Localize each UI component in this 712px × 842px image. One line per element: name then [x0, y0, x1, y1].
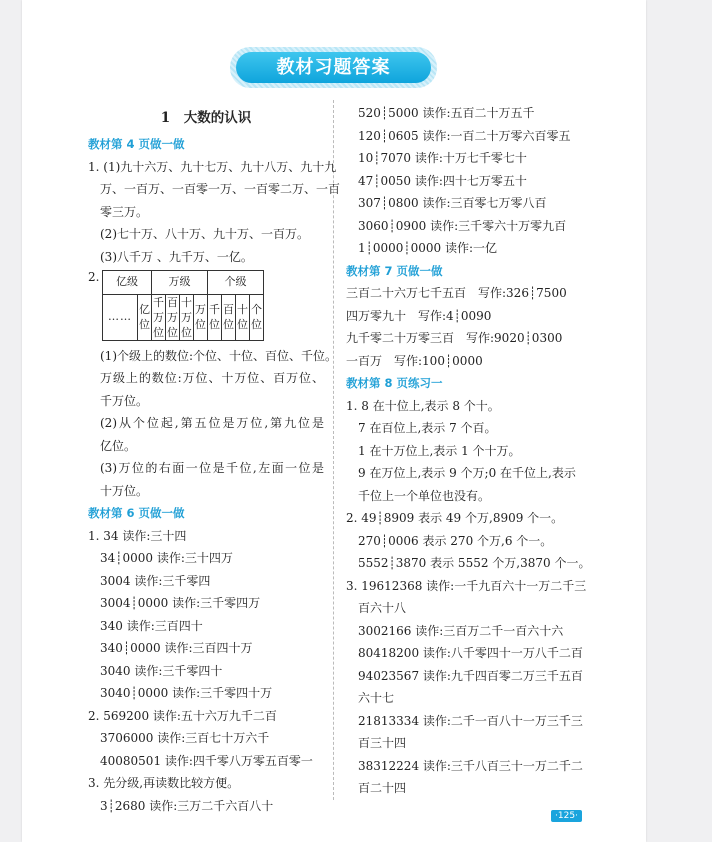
answer-line: 3060┊0900 读作:三千零六十万零九百: [358, 218, 567, 233]
answer-line: 40080501 读作:四千零八万零五百零一: [100, 753, 313, 768]
answer-line: 9 在万位上,表示 9 个万;0 在千位上,表示: [358, 466, 576, 480]
right-lines: [346, 102, 592, 800]
answer-line: 九千零二十万零三百 写作:9020┊0300: [346, 331, 563, 345]
answer-line: 307┊0800 读作:三百零七万零八百: [358, 196, 547, 210]
answer-line: 零三万。: [100, 204, 149, 219]
page-number: ·125·: [551, 810, 582, 822]
place-cell: 个位: [250, 294, 264, 340]
answer-line: 1. 34 读作:三十四: [88, 528, 187, 543]
place-cell: 万位: [194, 294, 208, 340]
group-header: 亿级: [103, 271, 152, 295]
answer-line: (3)八千万 、九千万、一亿。: [100, 249, 253, 264]
place-cell: 亿位: [138, 294, 152, 340]
place-value-table: [102, 270, 264, 341]
answer-line: 百三十四: [358, 736, 407, 750]
answer-line: (3)万位的右面一位是千位,左面一位是: [100, 461, 324, 475]
answer-line: 六十七: [358, 691, 395, 705]
answer-line: 3002166 读作:三百万二千一百六十六: [358, 623, 564, 638]
answer-line: 270┊0006 表示 270 个万,6 个一。: [358, 533, 553, 548]
exercise-number: 2.: [88, 270, 100, 284]
answer-line: 3┊2680 读作:三万二千六百八十: [100, 798, 274, 813]
section-heading: 教材第 4 页做一做: [88, 137, 185, 151]
answer-banner: [230, 47, 437, 88]
answer-line: 34┊0000 读作:三十四万: [100, 551, 233, 565]
column-divider: [333, 100, 334, 800]
right-column: [346, 102, 592, 800]
group-header: 万级: [152, 271, 208, 295]
section-heading: 教材第 7 页做一做: [346, 263, 443, 278]
answer-line: 1. (1)九十六万、九十七万、九十八万、九十九: [88, 159, 337, 174]
answer-line: 3. 19612368 读作:一千九百六十一万二千三: [346, 578, 587, 593]
group-header: 个级: [208, 271, 264, 295]
section-heading: 教材第 8 页练习一: [346, 376, 443, 390]
answer-line: 百六十八: [358, 601, 407, 615]
answer-line: 2. 569200 读作:五十六万九千二百: [88, 708, 277, 723]
answer-line: 3706000 读作:三百七十万六千: [100, 731, 270, 745]
answer-line: 1┊0000┊0000 读作:一亿: [358, 241, 498, 255]
answer-line: (1)个级上的数位:个位、十位、百位、千位。: [100, 348, 338, 363]
answer-line: 340┊0000 读作:三百四十万: [100, 641, 253, 655]
place-cell: 十万位: [181, 295, 192, 339]
answer-line: 38312224 读作:三千八百三十一万二千二: [358, 758, 583, 773]
answer-line: 340 读作:三百四十: [100, 618, 203, 633]
answer-line: 3. 先分级,再读数比较方便。: [88, 776, 240, 790]
section-heading: 教材第 6 页做一做: [88, 506, 185, 520]
answer-line: 千万位。: [100, 393, 149, 408]
left-column: [88, 100, 341, 817]
answer-line: 一百万 写作:100┊0000: [346, 353, 483, 368]
answer-line: 四万零九十 写作:4┊0090: [346, 308, 492, 323]
banner-title: 教材习题答案: [236, 52, 431, 83]
answer-line: 1. 8 在十位上,表示 8 个十。: [346, 398, 500, 413]
answer-line: 1 在十万位上,表示 1 个十万。: [358, 443, 521, 458]
answer-line: 3040 读作:三千零四十: [100, 663, 223, 678]
place-cell: 千位: [208, 294, 222, 340]
page: [22, 0, 646, 842]
answer-line: 万级上的数位:万位、十万位、百万位、: [100, 371, 324, 385]
answer-line: 十万位。: [100, 483, 149, 498]
place-cell: 千万位: [153, 295, 164, 339]
answer-line: 94023567 读作:九千四百零二万三千五百: [358, 668, 583, 683]
answer-line: 2. 49┊8909 表示 49 个万,8909 个一。: [346, 511, 564, 525]
answer-line: 80418200 读作:八千零四十一万八千二百: [358, 646, 583, 660]
answer-line: (2)七十万、八十万、九十万、一百万。: [100, 227, 309, 241]
answer-line: 3004┊0000 读作:三千零四万: [100, 596, 261, 610]
place-cell: 百万位: [167, 295, 178, 339]
place-value-table-row: [88, 270, 324, 341]
answer-line: 120┊0605 读作:一百二十万零六百零五: [358, 128, 571, 143]
answer-line: 21813334 读作:二千一百八十一万三千三: [358, 713, 583, 728]
answer-line: 亿位。: [100, 438, 137, 453]
answer-line: (2)从个位起,第五位是万位,第九位是: [100, 416, 324, 430]
answer-line: 百二十四: [358, 781, 407, 795]
chapter-title: 1 大数的认识: [160, 110, 252, 126]
answer-line: 3040┊0000 读作:三千零四十万: [100, 686, 273, 700]
answer-line: 5552┊3870 表示 5552 个万,3870 个一。: [358, 556, 591, 570]
ellipsis-cell: ……: [103, 294, 138, 340]
answer-line: 47┊0050 读作:四十七万零五十: [358, 173, 527, 188]
answer-line: 万、一百万、一百零一万、一百零二万、一百: [100, 182, 341, 196]
answer-line: 10┊7070 读作:十万七千零七十: [358, 151, 527, 165]
answer-line: 3004 读作:三千零四: [100, 573, 211, 588]
answer-line: 520┊5000 读作:五百二十万五千: [358, 106, 535, 120]
answer-line: 三百二十六万七千五百 写作:326┊7500: [346, 286, 567, 300]
left-lines: [88, 133, 341, 817]
place-cell: 百位: [222, 294, 236, 340]
answer-line: 千位上一个单位也没有。: [358, 488, 491, 503]
place-cell: 十位: [236, 294, 250, 340]
answer-line: 7 在百位上,表示 7 个百。: [358, 421, 497, 435]
